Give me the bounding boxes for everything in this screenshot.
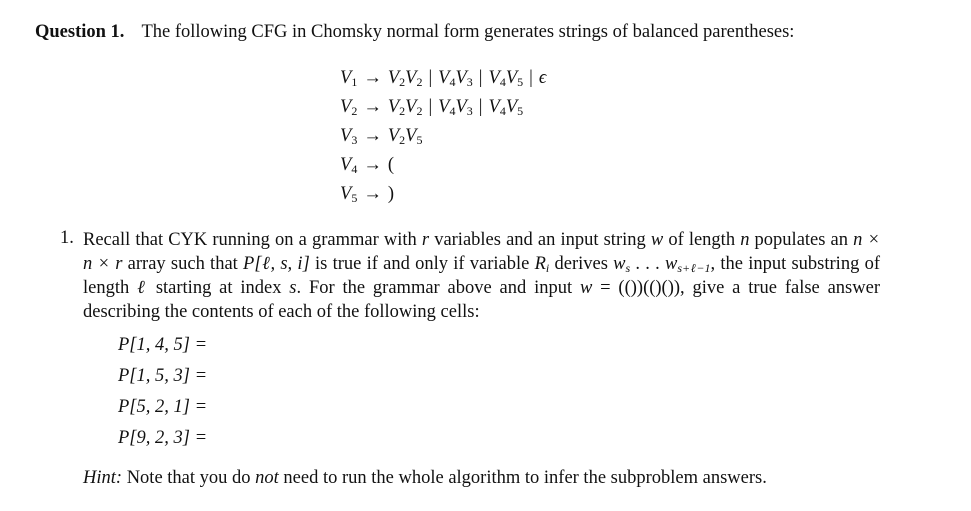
math-w: w <box>650 230 664 250</box>
text-segment: starting at index <box>148 278 290 298</box>
math-ri-sub: i <box>545 261 550 275</box>
rule-arrow: → <box>363 126 382 146</box>
grammar-rules <box>340 64 546 209</box>
text-segment: derives <box>549 254 614 274</box>
math-dims: n × n × r <box>83 230 880 274</box>
hint-text: Note that you do <box>122 468 256 488</box>
cell-query: P[9, 2, 3] = <box>118 428 208 448</box>
rule-lhs: $V_5$ <box>340 184 358 205</box>
grammar-rule <box>340 93 546 122</box>
rule-alternative: $V_2V_2$ <box>387 97 423 118</box>
rule-lhs: $V_2$ <box>340 97 358 118</box>
input-string: (())(()()), <box>618 278 685 298</box>
math-wsl-sub: s+ℓ−1 <box>677 261 711 275</box>
math-s: s <box>289 278 297 298</box>
grammar-rule <box>340 180 546 209</box>
rule-arrow: → <box>363 155 382 175</box>
math-dots: . . . <box>630 254 666 274</box>
text-segment: Recall that CYK running on a grammar with <box>83 230 422 250</box>
rule-alternative: $V_4V_3$ <box>438 97 473 118</box>
rule-alternative: ) <box>387 184 394 204</box>
math-wsl: w <box>665 254 678 274</box>
rule-alternative: ϵ <box>538 68 547 88</box>
rule-alternative: $V_2V_2$ <box>387 68 423 89</box>
math-eq: = <box>592 278 619 298</box>
cell-query: P[5, 2, 1] = <box>118 397 208 417</box>
text-segment: of length <box>663 230 741 250</box>
math-n: n <box>740 230 750 250</box>
text-segment: , the input substring of length <box>83 254 880 298</box>
rule-separator: | <box>529 68 533 88</box>
math-ri: R <box>534 254 546 274</box>
grammar-rule <box>340 151 546 180</box>
hint <box>83 468 767 489</box>
question-intro: The following CFG in Chomsky normal form generates strings of balanced parentheses: <box>141 22 795 42</box>
rule-separator: | <box>428 68 433 88</box>
item-number: 1. <box>60 228 74 248</box>
hint-label: Hint: <box>83 468 123 488</box>
rule-lhs: $V_1$ <box>340 68 358 89</box>
hint-emphasis: not <box>255 468 279 488</box>
math-w: w <box>579 278 593 298</box>
rule-alternative: $V_4V_5$ <box>488 97 524 118</box>
rule-lhs: $V_4$ <box>340 155 358 176</box>
question-label: Question 1. <box>35 22 125 42</box>
rule-alternative: $V_4V_5$ <box>488 68 524 89</box>
math-r: r <box>421 230 430 250</box>
rule-alternative: $V_2V_5$ <box>387 126 423 147</box>
cell-list <box>118 330 207 454</box>
text-segment: variables and an input string <box>429 230 651 250</box>
grammar-rule <box>340 64 546 93</box>
question-header <box>35 22 794 43</box>
rule-arrow: → <box>363 68 382 88</box>
text-segment: is true if and only if variable <box>309 254 535 274</box>
rule-alternative: $V_4V_3$ <box>438 68 473 89</box>
text-segment: . For the grammar above and input <box>296 278 580 298</box>
math-ws-sub: s <box>625 261 631 275</box>
rule-separator: | <box>478 97 483 117</box>
item-paragraph <box>83 228 880 324</box>
rule-lhs: $V_3$ <box>340 126 358 147</box>
cell-query: P[1, 5, 3] = <box>118 366 208 386</box>
question-item-1 <box>60 228 880 324</box>
grammar-rule <box>340 122 546 151</box>
text-segment: array such that <box>122 254 244 274</box>
rule-alternative: ( <box>387 155 394 175</box>
math-p-expr: P[ℓ, s, i] <box>243 254 310 274</box>
rule-separator: | <box>428 97 433 117</box>
rule-separator: | <box>478 68 483 88</box>
rule-arrow: → <box>363 184 382 204</box>
text-segment: give a true false answer describing the contents of each of the following cells: <box>83 278 880 322</box>
cell-query: P[1, 4, 5] = <box>118 335 208 355</box>
math-ws: w <box>613 254 626 274</box>
math-ell: ℓ <box>137 278 148 298</box>
hint-text: need to run the whole algorithm to infer the subproblem answers. <box>278 468 767 488</box>
text-segment: populates an <box>749 230 854 250</box>
rule-arrow: → <box>363 97 382 117</box>
